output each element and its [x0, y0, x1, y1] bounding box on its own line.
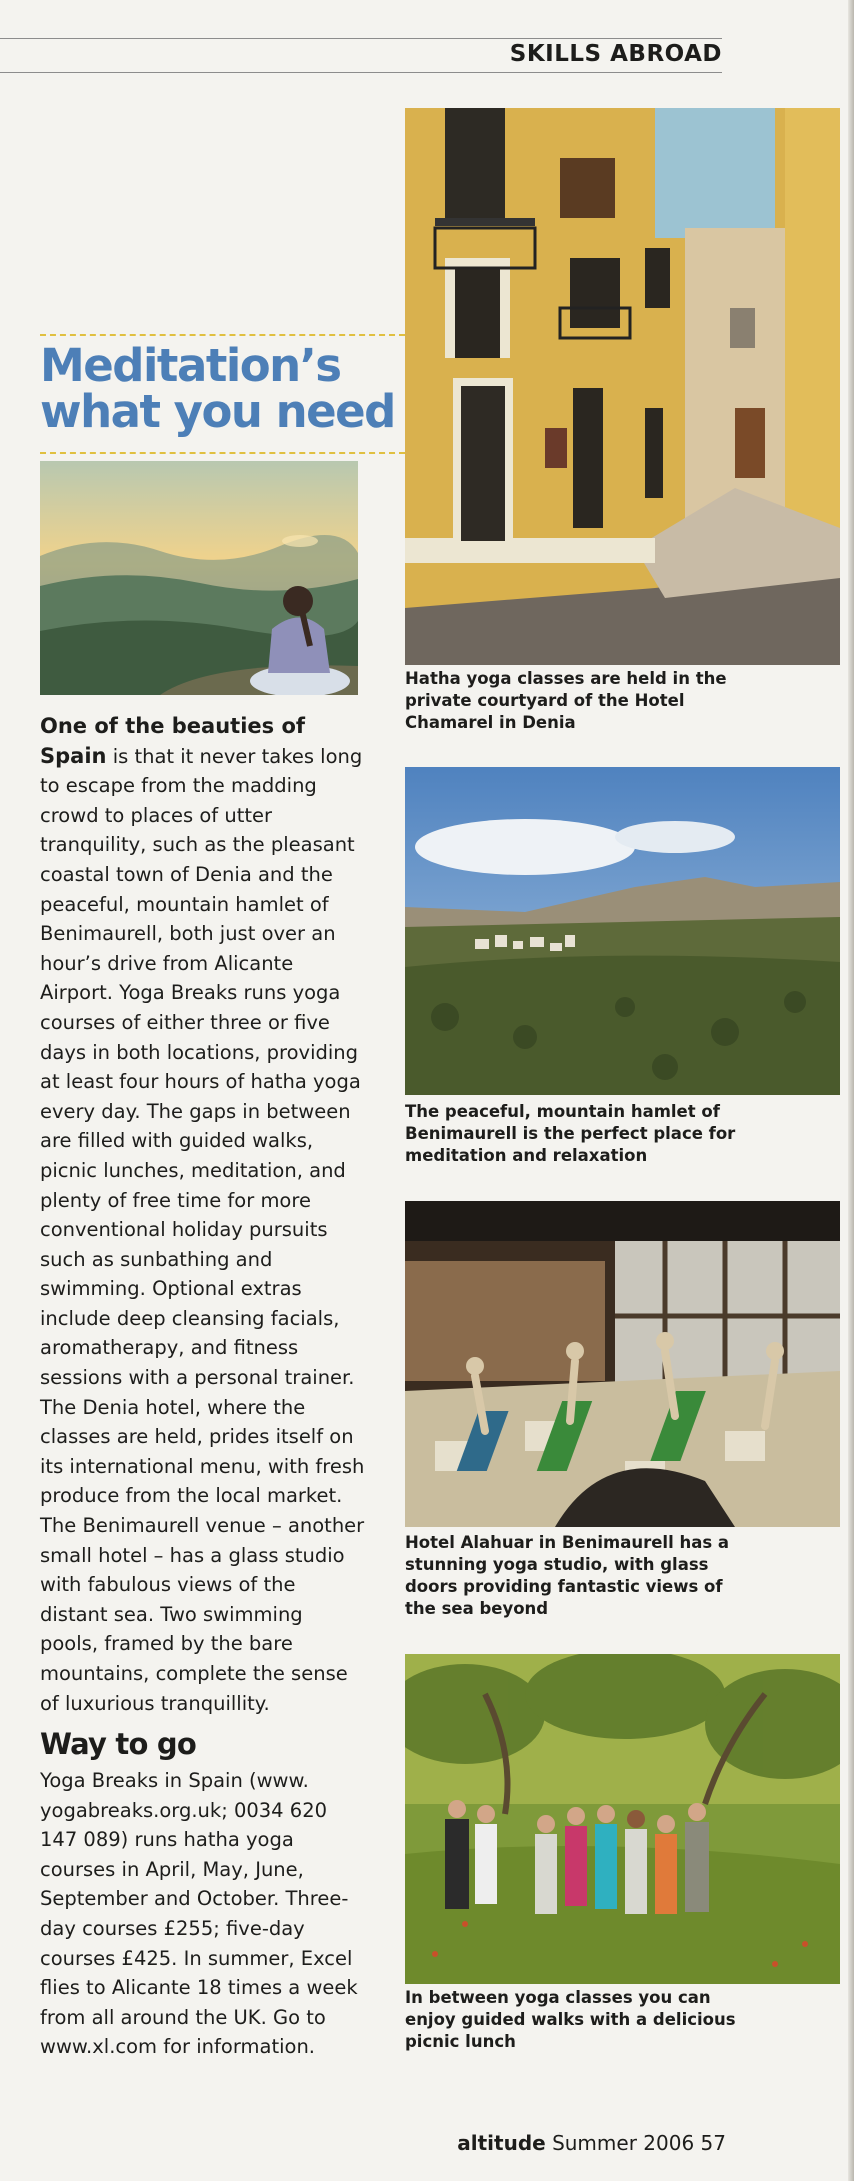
caption-village: The peaceful, mountain hamlet of Benimaurell is the perfect place for meditation and relaxation: [405, 1102, 736, 1165]
headline-rule-bottom: [40, 452, 405, 454]
headline-rule-top: [40, 334, 405, 336]
caption-walk: In between yoga classes you can enjoy guided walks with a delicious picnic lunch: [405, 1988, 736, 2051]
article-body: [40, 712, 365, 1718]
street-photo: [405, 108, 840, 665]
footer-issue: Summer 2006: [552, 2131, 695, 2155]
studio-photo: [405, 1201, 840, 1527]
headline-line-2: what you need: [40, 385, 395, 438]
page-footer: [457, 2131, 726, 2155]
meditation-photo: [40, 461, 358, 695]
footer-brand: altitude: [457, 2131, 546, 2155]
article-lead: One of the beauties of Spain: [40, 714, 306, 768]
way-to-go-heading: Way to go: [40, 1727, 196, 1761]
headline-line-1: Meditation’s: [40, 339, 341, 392]
section-label: SKILLS ABROAD: [509, 41, 722, 67]
header-rule-bottom: [0, 72, 722, 73]
page-number: 57: [700, 2131, 726, 2155]
caption-studio: Hotel Alahuar in Benimaurell has a stunning yoga studio, with glass doors providing fantastic views of the sea beyond: [405, 1533, 730, 1618]
header-rule-top: [0, 38, 722, 39]
page-edge: [848, 0, 854, 2181]
headline: [40, 339, 400, 438]
caption-street: Hatha yoga classes are held in the private courtyard of the Hotel Chamarel in Denia: [405, 669, 727, 732]
walk-photo: [405, 1654, 840, 1984]
article-body-text: is that it never takes long to escape from the madding crowd to places of utter tranquility, such as the pleasant coastal town of Denia and the peaceful, mountain hamlet of Benimaurell, both just over an hour’s drive from Alicante Airport. Yoga Breaks runs yoga courses of either three or five days in both locations, providing at least four hours of hatha yoga every day. The gaps in between are filled with guided walks, picnic lunches, meditation, and plenty of free time for more conventional holiday pursuits such as sunbathing and swimming. Optional extras include deep cleansing facials, aromatherapy, and fitness sessions with a personal trainer. The Denia hotel, where the classes are held, prides itself on its international menu, with fresh produce from the local market. The Benimaurell venue – another small hotel – has a glass studio with fabulous views of the distant sea. Two swimming pools, framed by the bare mountains, complete the sense of luxurious tranquillity.: [40, 744, 365, 1715]
way-to-go-text: Yoga Breaks in Spain (www. yogabreaks.org.uk; 0034 620 147 089) runs hatha yoga courses in April, May, June, September and October. Three-day courses £255; five-day courses £425. In summer, Excel flies to Alicante 18 times a week from all around the UK. Go to www.xl.com for information.: [40, 1769, 358, 2059]
village-photo: [405, 767, 840, 1095]
